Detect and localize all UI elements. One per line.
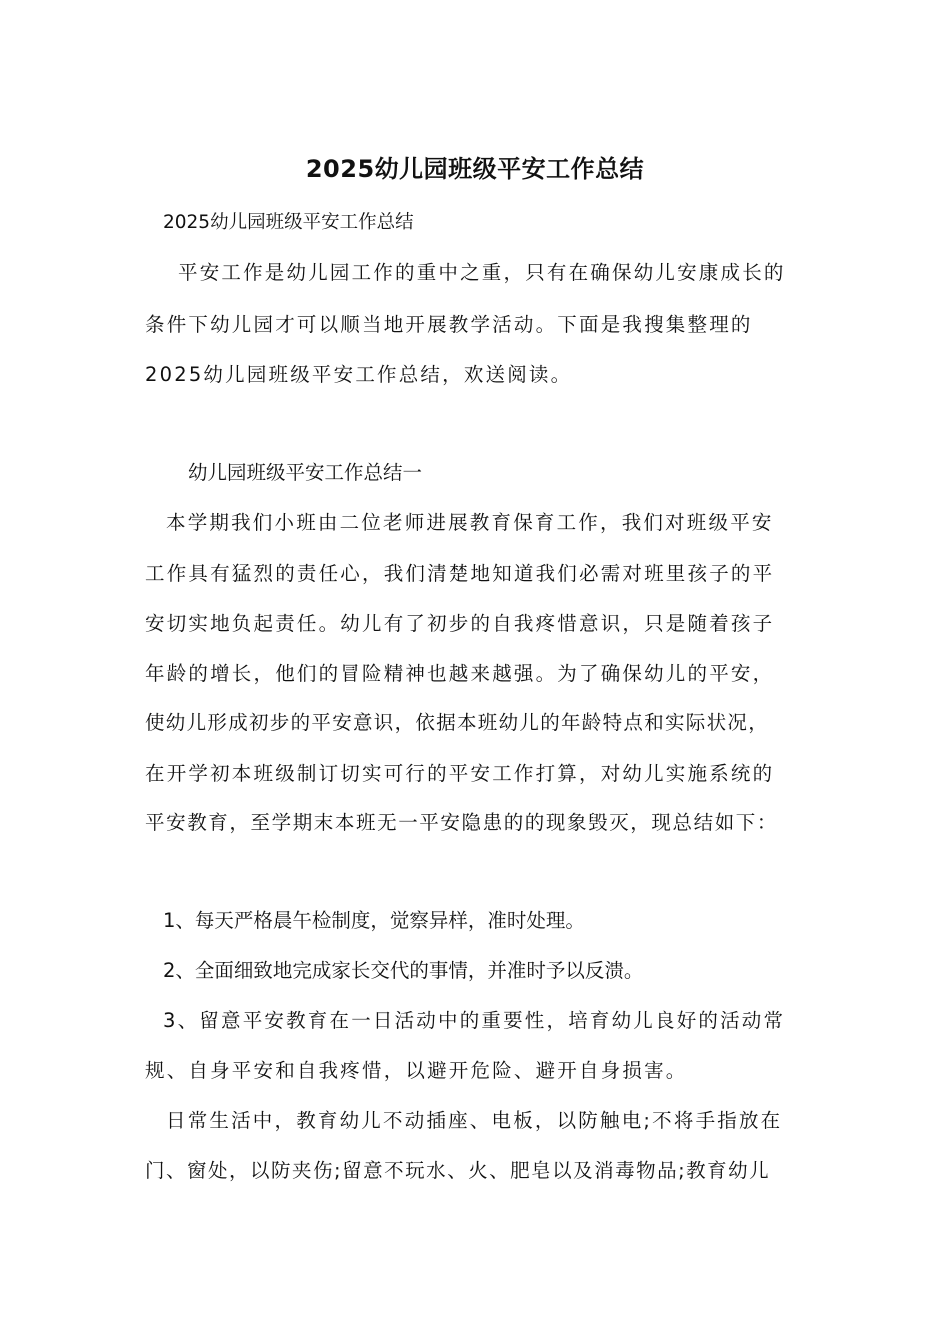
list-item-1: 1、每天严格晨午检制度，觉察异样，准时处理。 bbox=[163, 909, 585, 932]
section-line-2: 工作具有猛烈的责任心，我们清楚地知道我们必需对班里孩子的平 bbox=[145, 562, 775, 585]
intro-line-1: 平安工作是幼儿园工作的重中之重，只有在确保幼儿安康成长的 bbox=[178, 261, 786, 284]
section-line-1: 本学期我们小班由二位老师进展教育保育工作，我们对班级平安 bbox=[166, 511, 774, 534]
document-title: 2025幼儿园班级平安工作总结 bbox=[305, 155, 645, 183]
daily-line-2: 门、窗处，以防夹伤;留意不玩水、火、肥皂以及消毒物品;教育幼儿 bbox=[145, 1159, 771, 1182]
intro-line-2: 条件下幼儿园才可以顺当地开展教学活动。下面是我搜集整理的 bbox=[145, 313, 753, 336]
list-item-3-continued: 规、自身平安和自我疼惜，以避开危险、避开自身损害。 bbox=[145, 1059, 688, 1082]
section-line-5: 使幼儿形成初步的平安意识，依据本班幼儿的年龄特点和实际状况， bbox=[145, 711, 770, 734]
list-item-3: 3、留意平安教育在一日活动中的重要性，培育幼儿良好的活动常 bbox=[163, 1009, 786, 1032]
section-line-4: 年龄的增长，他们的冒险精神也越来越强。为了确保幼儿的平安， bbox=[145, 662, 775, 685]
section-line-3: 安切实地负起责任。幼儿有了初步的自我疼惜意识，只是随着孩子 bbox=[145, 612, 775, 635]
daily-line-1: 日常生活中，教育幼儿不动插座、电板，以防触电;不将手指放在 bbox=[166, 1109, 783, 1132]
intro-line-3: 2025幼儿园班级平安工作总结，欢送阅读。 bbox=[145, 363, 573, 386]
list-item-2: 2、全面细致地完成家长交代的事情，并准时予以反溃。 bbox=[163, 959, 644, 982]
section-heading: 幼儿园班级平安工作总结一 bbox=[188, 461, 423, 484]
document-subtitle: 2025幼儿园班级平安工作总结 bbox=[163, 212, 414, 233]
section-line-6: 在开学初本班级制订切实可行的平安工作打算，对幼儿实施系统的 bbox=[145, 762, 775, 785]
section-line-7: 平安教育，至学期末本班无一平安隐患的的现象毁灭，现总结如下： bbox=[145, 811, 779, 834]
